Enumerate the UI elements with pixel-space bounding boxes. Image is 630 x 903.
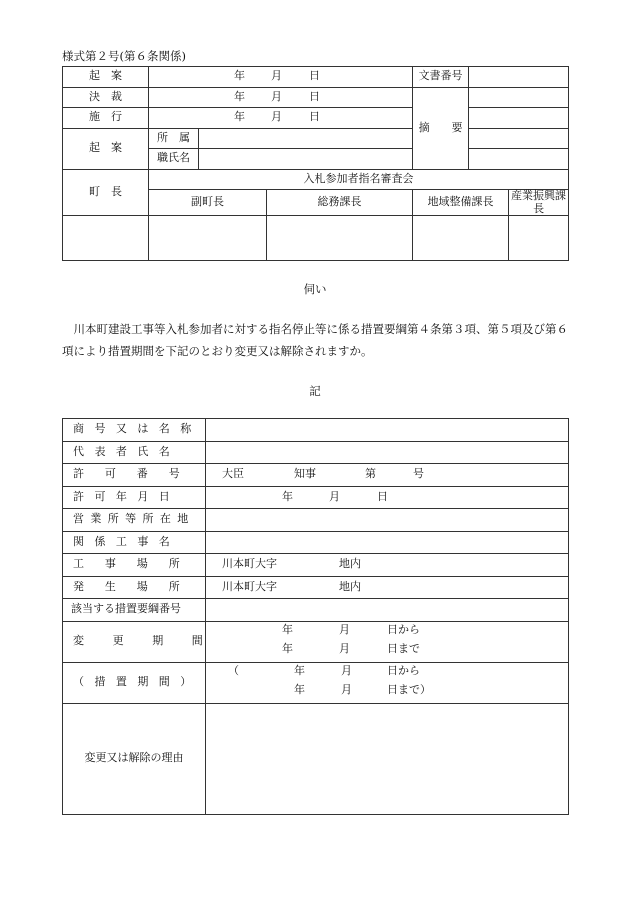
- license-date-field[interactable]: 年 月 日: [206, 486, 569, 509]
- inquiry-title: 伺い: [303, 282, 327, 296]
- measure-period-field[interactable]: （ 年 月 日から 年 月 日まで）: [206, 662, 569, 703]
- trade-name-field[interactable]: [206, 419, 569, 442]
- ki-heading: 記: [309, 384, 321, 398]
- summary-field-4[interactable]: [469, 149, 569, 170]
- reason-field[interactable]: [206, 703, 569, 814]
- name-label: 職氏名: [149, 149, 199, 170]
- affiliation-field[interactable]: [199, 128, 413, 149]
- details-table: [62, 418, 569, 815]
- occurrence-field[interactable]: 川本町大字 地内: [206, 576, 569, 599]
- decision-date-field[interactable]: 年 月 日: [149, 87, 413, 108]
- mayor-stamp[interactable]: [63, 216, 149, 261]
- representative-label: 代表者氏名: [73, 444, 181, 458]
- site-label: 工事場所: [73, 557, 201, 571]
- change-period-label: 変更期間: [73, 634, 232, 648]
- project-label: 関係工事名: [73, 534, 181, 548]
- decision-label: 決 裁: [63, 87, 149, 108]
- clause-label: 該当する措置要綱番号: [63, 599, 206, 622]
- enforce-label: 施 行: [63, 108, 149, 129]
- committee-label: 入札参加者指名審査会: [149, 169, 569, 190]
- regional-maintenance-stamp[interactable]: [413, 216, 509, 261]
- approval-table: [62, 66, 569, 261]
- representative-field[interactable]: [206, 441, 569, 464]
- general-affairs-label: 総務課長: [267, 190, 413, 216]
- drafter-label: 起 案: [63, 128, 149, 169]
- general-affairs-stamp[interactable]: [267, 216, 413, 261]
- office-field[interactable]: [206, 509, 569, 532]
- site-field[interactable]: 川本町大字 地内: [206, 554, 569, 577]
- license-number-field[interactable]: 大臣 知事 第 号: [206, 464, 569, 487]
- trade-name-label: 商号又は名称: [73, 422, 202, 436]
- industry-promotion-stamp[interactable]: [509, 216, 569, 261]
- industry-promotion-label: 産業振興課長: [509, 190, 569, 216]
- name-field[interactable]: [199, 149, 413, 170]
- clause-field[interactable]: [206, 599, 569, 622]
- summary-field-1[interactable]: [469, 87, 569, 108]
- deputy-mayor-label: 副町長: [149, 190, 267, 216]
- license-date-label: 許可年月日: [73, 489, 181, 503]
- summary-label: 摘 要: [413, 87, 469, 169]
- measure-period-label: （措置期間）: [73, 675, 202, 689]
- doc-number-field[interactable]: [469, 67, 569, 88]
- draft-date-field[interactable]: 年 月 日: [149, 67, 413, 88]
- license-number-label: 許可番号: [73, 467, 201, 481]
- occurrence-label: 発生場所: [73, 579, 201, 593]
- mayor-label: 町 長: [63, 169, 149, 216]
- change-period-field[interactable]: 年 月 日から 年 月 日まで: [206, 621, 569, 662]
- draft-label: 起 案: [63, 67, 149, 88]
- deputy-mayor-stamp[interactable]: [149, 216, 267, 261]
- enforce-date-field[interactable]: 年 月 日: [149, 108, 413, 129]
- affiliation-label: 所 属: [149, 128, 199, 149]
- regional-maintenance-label: 地域整備課長: [413, 190, 509, 216]
- doc-number-label: 文書番号: [413, 67, 469, 88]
- reason-label: 変更又は解除の理由: [63, 703, 206, 814]
- project-field[interactable]: [206, 531, 569, 554]
- summary-field-2[interactable]: [469, 108, 569, 129]
- office-label: 営業所等所在地: [73, 512, 195, 526]
- body-text: 川本町建設工事等入札参加者に対する指名停止等に係る措置要綱第４条第３項、第５項及び第６項により措置期間を下記のとおり変更又は解除されますか。: [62, 322, 568, 358]
- form-title: 様式第２号(第６条関係): [62, 49, 186, 63]
- summary-field-3[interactable]: [469, 128, 569, 149]
